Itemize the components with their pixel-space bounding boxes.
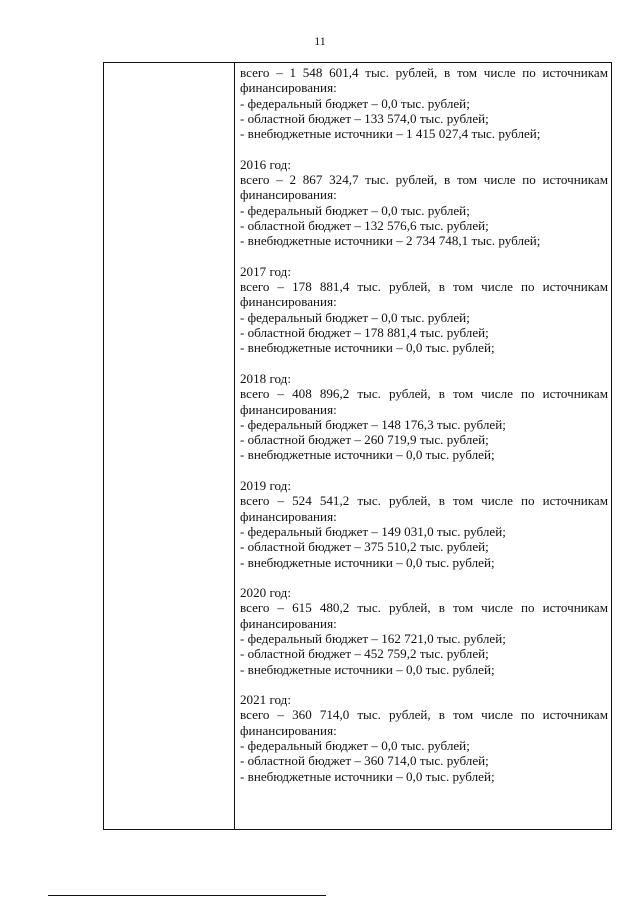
total-line: всего – 615 480,2 тыс. рублей, в том числе по источникам xyxy=(240,600,608,616)
total-line-continued: финансирования: xyxy=(240,401,337,417)
federal-budget-line: - федеральный бюджет – 0,0 тыс. рублей; xyxy=(240,95,470,111)
footnote-separator xyxy=(48,895,326,896)
regional-budget-line: - областной бюджет – 133 574,0 тыс. рублей; xyxy=(240,110,489,126)
year-heading: 2019 год: xyxy=(240,478,291,494)
extrabudgetary-line: - внебюджетные источники – 1 415 027,4 тыс. рублей; xyxy=(240,126,541,142)
funding-table xyxy=(103,62,612,830)
total-line-continued: финансирования: xyxy=(240,615,337,631)
federal-budget-line: - федеральный бюджет – 148 176,3 тыс. рублей; xyxy=(240,416,506,432)
funding-block-continued xyxy=(240,65,608,141)
regional-budget-line: - областной бюджет – 452 759,2 тыс. рублей; xyxy=(240,646,489,662)
extrabudgetary-line: - внебюджетные источники – 0,0 тыс. рублей; xyxy=(240,340,495,356)
extrabudgetary-line: - внебюджетные источники – 0,0 тыс. рублей; xyxy=(240,768,495,784)
total-line: всего – 2 867 324,7 тыс. рублей, в том числе по источникам xyxy=(240,172,608,188)
funding-block-2017 xyxy=(240,264,608,356)
regional-budget-line: - областной бюджет – 132 576,6 тыс. рублей; xyxy=(240,217,489,233)
regional-budget-line: - областной бюджет – 360 714,0 тыс. рублей; xyxy=(240,753,489,769)
funding-cell xyxy=(240,65,608,784)
federal-budget-line: - федеральный бюджет – 0,0 тыс. рублей; xyxy=(240,309,470,325)
total-line: всего – 408 896,2 тыс. рублей, в том числе по источникам xyxy=(240,386,608,402)
year-heading: 2021 год: xyxy=(240,692,291,708)
regional-budget-line: - областной бюджет – 375 510,2 тыс. рублей; xyxy=(240,539,489,555)
column-divider xyxy=(234,63,235,829)
extrabudgetary-line: - внебюджетные источники – 0,0 тыс. рублей; xyxy=(240,661,495,677)
extrabudgetary-line: - внебюджетные источники – 0,0 тыс. рублей; xyxy=(240,554,495,570)
funding-block-2018 xyxy=(240,371,608,463)
federal-budget-line: - федеральный бюджет – 0,0 тыс. рублей; xyxy=(240,738,470,754)
total-line-continued: финансирования: xyxy=(240,294,337,310)
funding-block-2021 xyxy=(240,692,608,784)
page-number: 11 xyxy=(314,34,326,48)
federal-budget-line: - федеральный бюджет – 162 721,0 тыс. рублей; xyxy=(240,630,506,646)
total-line-continued: финансирования: xyxy=(240,80,337,96)
total-line: всего – 524 541,2 тыс. рублей, в том числе по источникам xyxy=(240,493,608,509)
federal-budget-line: - федеральный бюджет – 149 031,0 тыс. рублей; xyxy=(240,523,506,539)
year-heading: 2016 год: xyxy=(240,156,291,172)
regional-budget-line: - областной бюджет – 260 719,9 тыс. рублей; xyxy=(240,432,489,448)
extrabudgetary-line: - внебюджетные источники – 0,0 тыс. рублей; xyxy=(240,447,495,463)
total-line-continued: финансирования: xyxy=(240,187,337,203)
year-heading: 2020 год: xyxy=(240,585,291,601)
regional-budget-line: - областной бюджет – 178 881,4 тыс. рублей; xyxy=(240,325,489,341)
funding-block-2019 xyxy=(240,478,608,570)
funding-block-2016 xyxy=(240,157,608,249)
funding-block-2020 xyxy=(240,585,608,677)
total-line-continued: финансирования: xyxy=(240,722,337,738)
federal-budget-line: - федеральный бюджет – 0,0 тыс. рублей; xyxy=(240,202,470,218)
total-line: всего – 178 881,4 тыс. рублей, в том числе по источникам xyxy=(240,279,608,295)
year-heading: 2017 год: xyxy=(240,263,291,279)
year-heading: 2018 год: xyxy=(240,370,291,386)
total-line: всего – 1 548 601,4 тыс. рублей, в том числе по источникам xyxy=(240,65,608,80)
total-line-continued: финансирования: xyxy=(240,508,337,524)
total-line: всего – 360 714,0 тыс. рублей, в том числе по источникам xyxy=(240,707,608,723)
extrabudgetary-line: - внебюджетные источники – 2 734 748,1 тыс. рублей; xyxy=(240,233,541,249)
